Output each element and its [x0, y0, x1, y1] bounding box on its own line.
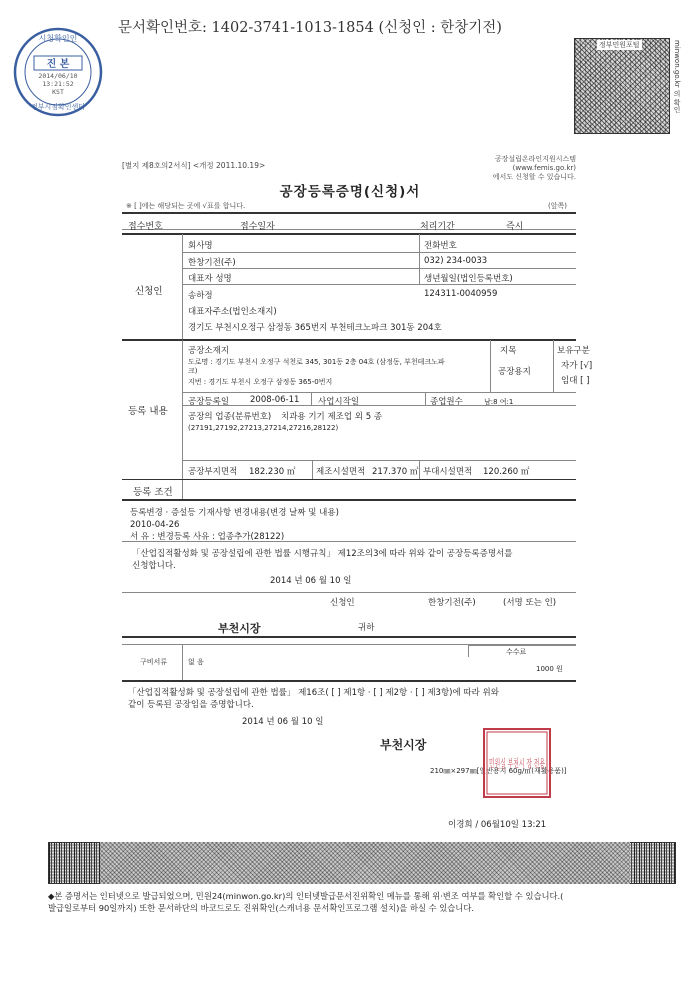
site-area-value: 182.230 ㎡	[249, 467, 296, 477]
footer-note-line1: ◆본 증명서는 인터넷으로 발급되었으며, 민원24(minwon.go.kr)의 인터넷발급문서진위확인 메뉴를 통해 위·변조 여부를 확인할 수 있습니다.(	[48, 891, 564, 901]
stamp-top-text: 시청확인인	[38, 34, 78, 43]
auxiliary-area-label: 부대시설면적	[423, 467, 473, 477]
fee-label: 수수료	[506, 648, 527, 656]
applicant-label: 신청인	[330, 598, 355, 608]
registration-date-label: 공장등록일	[188, 397, 230, 407]
company-value: 한창기전(주)	[188, 258, 236, 268]
page-side-note: (앞쪽)	[548, 202, 567, 210]
certify-text-line1: 「산업집적활성화 및 공장설립에 관한 법률」 제16조( [ ] 제1항 · [ ] 제2항 · [ ] 제3항)에 따라 위와	[128, 688, 499, 698]
representative-label: 대표자 성명	[188, 274, 232, 284]
request-text-line1: 「산업집적활성화 및 공장설립에 관한 법률 시행규칙」 제12조의3에 따라 위와 같이 공장등록증명서를	[132, 549, 513, 559]
form-site-line2: 에서도 신청할 수 있습니다.	[492, 173, 576, 181]
barcode-pattern	[100, 842, 630, 884]
document-verification-number: 문서확인번호: 1402-3741-1013-1854 (신청인 : 한창기전)	[118, 20, 502, 36]
qr-code-icon	[574, 38, 670, 134]
applicant-name: 한창기전(주)	[428, 598, 476, 608]
certify-date: 2014 년 06 월 10 일	[242, 717, 324, 727]
stamp-tz: KST	[52, 88, 64, 96]
form-site-line1: 공장설립온라인지원시스템(www.femis.go.kr)	[494, 155, 576, 172]
signature-note: (서명 또는 인)	[503, 598, 557, 608]
industry-label: 공장의 업종(분류번호)	[188, 412, 272, 422]
stamp-center-text: 진 본	[46, 59, 70, 70]
fee-value: 1000 원	[536, 665, 563, 673]
stamp-date: 2014/06/10	[38, 72, 78, 80]
form-online-site	[436, 155, 576, 182]
industry-value: 치과용 기기 제조업 외 5 종	[281, 412, 383, 422]
road-address: 도로명 : 경기도 부천시 오정구 석천로 345, 301동 2층 04호 (삼정동, 부천테크노파	[188, 358, 445, 366]
industry-codes: (27191,27192,27213,27214,27216,28122)	[188, 424, 339, 432]
stamp-time: 13:21:52	[42, 80, 74, 88]
factory-location-label: 공장소재지	[188, 346, 230, 356]
phone-value: 032) 234-0033	[424, 256, 488, 266]
changes-date: 2010-04-26	[130, 520, 180, 530]
registration-date-value: 2008-06-11	[250, 395, 300, 405]
section-applicant: 신청인	[135, 286, 163, 297]
processing-period-value: 즉시	[506, 222, 524, 232]
receipt-date-label: 접수일자	[240, 222, 275, 232]
required-docs-label: 구비서류	[140, 658, 168, 666]
page-title: 공장등록증명(신청)서	[279, 184, 421, 200]
qr-side-text: minwon.go.kr 의 확인	[673, 40, 681, 114]
qr-logo-label: 정부민원포털	[599, 41, 640, 49]
authenticity-stamp	[12, 26, 104, 118]
manufacturing-area-label: 제조시설면적	[316, 467, 366, 477]
ownership-label: 보유구분	[557, 346, 590, 356]
zoning-label: 지목	[500, 346, 517, 356]
footer-note-line2: 발급일로부터 90일까지) 또한 문서하단의 바코드로도 진위확인(스캐너용 문서확인프로그램 설치)을 하실 수 있습니다.	[48, 903, 474, 913]
auxiliary-area-value: 120.260 ㎡	[483, 467, 530, 477]
stamp-bottom-text: 정부시점확인센터	[30, 103, 86, 111]
site-area-label: 공장부지면적	[188, 467, 238, 477]
required-docs-value: 없 음	[188, 658, 204, 666]
address-label: 대표자주소(법인소재지)	[188, 307, 277, 317]
changes-label: 등록변경 · 증설등 기재사항 변경내용(변경 날짜 및 내용)	[130, 508, 339, 518]
employee-value: 남:8 여:1	[484, 398, 514, 406]
receipt-no-label: 접수번호	[128, 222, 163, 232]
checkbox-note: ※ [ ]에는 해당되는 곳에 √표를 합니다.	[126, 202, 246, 210]
form-number: [별지 제8호의2서식] <개정 2011.10.19>	[122, 161, 266, 170]
birth-value: 124311-0040959	[424, 289, 498, 299]
issuer-name: 부천시장	[380, 738, 427, 752]
representative-value: 송하정	[188, 291, 213, 301]
ownership-rent: 임대 [ ]	[561, 376, 590, 386]
manufacturing-area-value: 217.370 ㎡	[372, 467, 419, 477]
lot-address: 지번 : 경기도 부천시 오정구 삼정동 365-0번지	[188, 378, 333, 386]
ownership-self: 자가 [√]	[561, 361, 593, 371]
request-date: 2014 년 06 월 10 일	[270, 576, 352, 586]
recipient: 부천시장	[218, 622, 261, 635]
processing-period-label: 처리기간	[420, 222, 455, 232]
business-start-label: 사업시작일	[318, 397, 360, 407]
footer-note	[48, 890, 680, 914]
address-value: 경기도 부천시오정구 삼정동 365번지 부천테크노파크 301동 204호	[188, 323, 442, 333]
paper-size: 210㎜×297㎜[일반용지 60g/㎡(재활용품)]	[430, 767, 567, 775]
changes-content: 서 유 : 변경등록 사유 : 업종추가(28122)	[130, 532, 285, 542]
recipient-honorific: 귀하	[358, 623, 375, 633]
employee-label: 종업원수	[430, 397, 463, 407]
birth-label: 생년월일(법인등록번호)	[424, 274, 513, 284]
issuer-time: 이경희 / 06월10일 13:21	[448, 820, 547, 830]
zoning-value: 공장용지	[498, 367, 531, 377]
company-label: 회사명	[188, 241, 213, 251]
certify-text-line2: 같이 등록된 공장임을 증명합니다.	[128, 700, 254, 710]
section-registration: 등록 내용	[128, 406, 168, 417]
road-address-cont: 크)	[188, 367, 198, 375]
registration-conditions-label: 등록 조건	[133, 487, 173, 498]
phone-label: 전화번호	[424, 241, 457, 251]
request-text-line2: 신청합니다.	[132, 561, 176, 571]
seal-text: 민원실 부천시 장 전용	[489, 757, 596, 770]
